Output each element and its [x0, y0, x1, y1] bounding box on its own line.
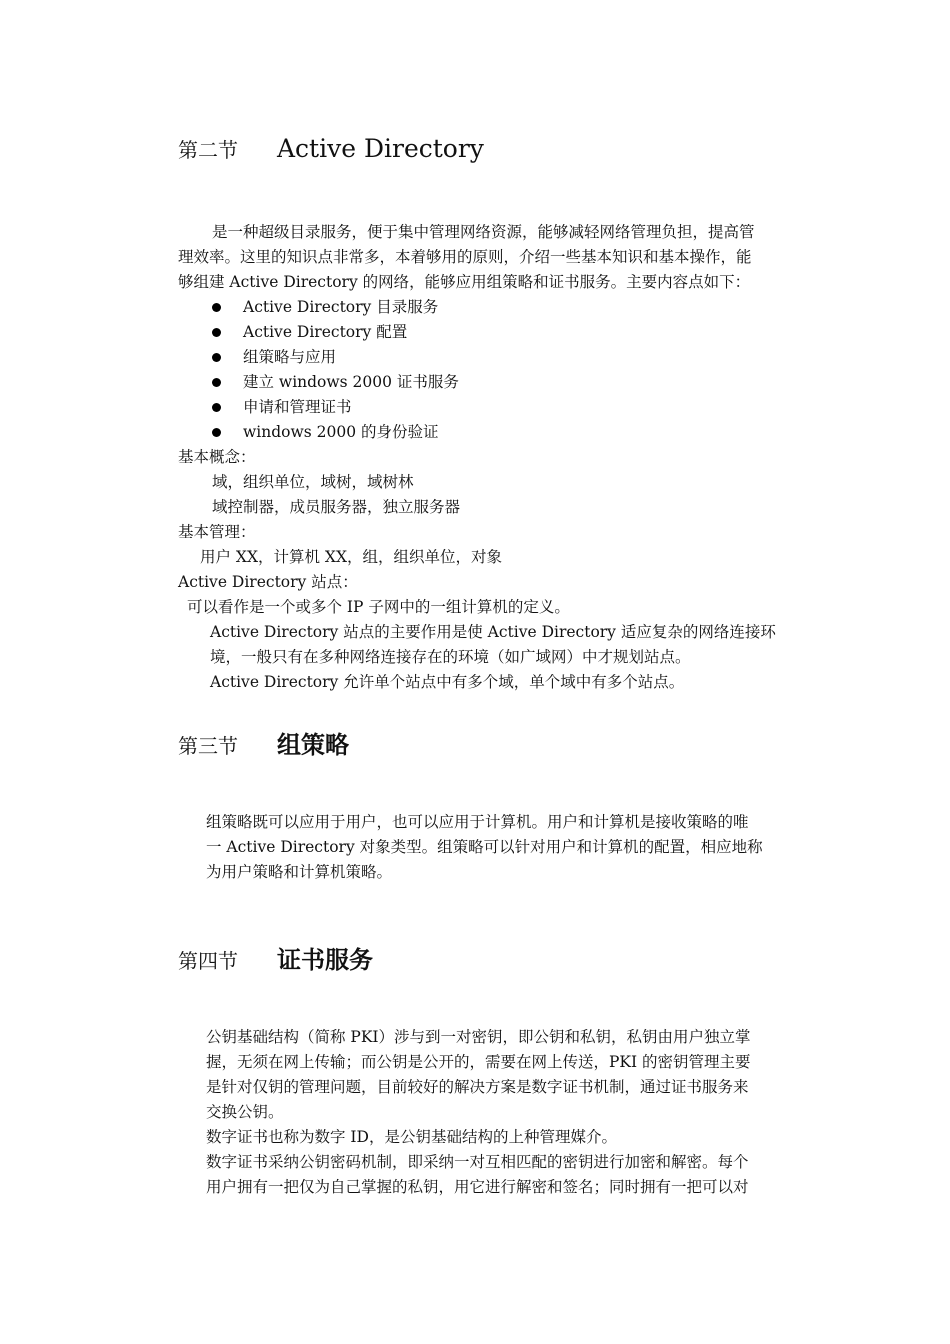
bullet-dot-icon	[212, 303, 221, 312]
section-2-number: 第二节	[178, 138, 238, 162]
section-2-heading	[178, 134, 484, 163]
sites-definition: 可以看作是一个或多个 IP 子网中的一组计算机的定义。	[187, 598, 570, 616]
list-item: Active Directory 配置	[178, 320, 459, 345]
section-3-line-1: 组策略既可以应用于用户，也可以应用于计算机。用户和计算机是接收策略的唯	[206, 813, 749, 831]
section-4-line-4: 交换公钥。	[206, 1103, 284, 1121]
list-item: Active Directory 目录服务	[178, 295, 459, 320]
list-item: 组策略与应用	[178, 345, 459, 370]
basic-management-text: 用户 XX，计算机 XX，组，组织单位，对象	[200, 548, 502, 566]
section-4-line-1: 公钥基础结构（简称 PKI）涉与到一对密钥，即公钥和私钥，私钥由用户独立掌	[206, 1028, 751, 1046]
intro-line-1: 是一种超级目录服务，便于集中管理网络资源，能够减轻网络管理负担，提高管	[212, 223, 755, 241]
intro-line-2: 理效率。这里的知识点非常多，本着够用的原则，介绍一些基本知识和基本操作，能	[178, 248, 752, 266]
section-3-line-3: 为用户策略和计算机策略。	[206, 863, 393, 881]
section-4-line-3: 是针对仅钥的管理问题，目前较好的解决方案是数字证书机制，通过证书服务来	[206, 1078, 749, 1096]
section-4-line-5: 数字证书也称为数字 ID，是公钥基础结构的上种管理媒介。	[206, 1128, 617, 1146]
bullet-dot-icon	[212, 328, 221, 337]
section-4-line-2: 握，无须在网上传输；而公钥是公开的，需要在网上传送，PKI 的密钥管理主要	[206, 1053, 751, 1071]
bullet-dot-icon	[212, 403, 221, 412]
basic-concepts-line-1: 域，组织单位，域树，域树林	[212, 473, 414, 491]
basic-management-label: 基本管理：	[178, 523, 256, 541]
list-item: 建立 windows 2000 证书服务	[178, 370, 459, 395]
section-3-number: 第三节	[178, 734, 238, 758]
section-4-number: 第四节	[178, 949, 238, 973]
section-4-title: 证书服务	[277, 945, 373, 974]
sites-label: Active Directory 站点：	[178, 573, 358, 591]
section-2-title: Active Directory	[277, 134, 484, 163]
section-4-line-7: 用户拥有一把仅为自己掌握的私钥，用它进行解密和签名；同时拥有一把可以对	[206, 1178, 749, 1196]
list-item: windows 2000 的身份验证	[178, 420, 459, 445]
bullet-dot-icon	[212, 378, 221, 387]
bullet-dot-icon	[212, 353, 221, 362]
topic-list	[178, 295, 459, 445]
basic-concepts-line-2: 域控制器，成员服务器，独立服务器	[212, 498, 461, 516]
sites-role-line-1: Active Directory 站点的主要作用是使 Active Directory 适应复杂的网络连接环	[210, 623, 776, 641]
intro-line-3: 够组建 Active Directory 的网络，能够应用组策略和证书服务。主要内容点如下：	[178, 273, 751, 291]
section-4-heading	[178, 940, 373, 975]
section-3-title: 组策略	[277, 730, 349, 759]
sites-role-line-2: 境，一般只有在多种网络连接存在的环境（如广域网）中才规划站点。	[210, 648, 691, 666]
section-4-line-6: 数字证书采纳公钥密码机制，即采纳一对互相匹配的密钥进行加密和解密。每个	[206, 1153, 749, 1171]
section-3-line-2: 一 Active Directory 对象类型。组策略可以针对用户和计算机的配置，相应地称	[206, 838, 763, 856]
sites-note: Active Directory 允许单个站点中有多个域，单个域中有多个站点。	[210, 673, 685, 691]
section-3-heading	[178, 725, 349, 760]
bullet-dot-icon	[212, 428, 221, 437]
basic-concepts-label: 基本概念：	[178, 448, 256, 466]
list-item: 申请和管理证书	[178, 395, 459, 420]
